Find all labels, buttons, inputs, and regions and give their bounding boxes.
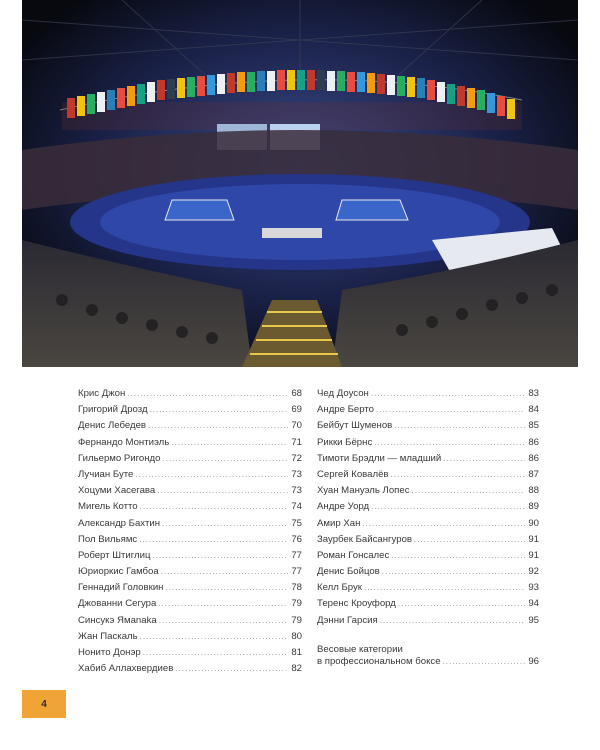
toc-leader-dots [376, 402, 525, 418]
toc-entry-page: 76 [291, 533, 302, 545]
toc-entry[interactable] [78, 629, 302, 645]
toc-entry[interactable] [78, 645, 302, 661]
toc-entry-page: 86 [528, 436, 539, 448]
toc-entry[interactable] [78, 613, 302, 629]
toc-entry-name: Жан Паскаль [78, 630, 138, 642]
toc-entry-page: 84 [528, 404, 539, 416]
toc-entry-name: Рикки Бёрнс [317, 436, 373, 448]
toc-leader-dots [159, 613, 288, 629]
toc-entry[interactable] [317, 580, 539, 596]
toc-entry[interactable] [317, 483, 539, 499]
toc-entry-name: Андре Уорд [317, 501, 370, 513]
toc-entry-page: 72 [291, 452, 302, 464]
toc-entry-name: Денис Лебедев [78, 420, 147, 432]
toc-entry[interactable] [317, 467, 539, 483]
toc-entry-page: 91 [528, 533, 539, 545]
toc-entry-page: 91 [528, 549, 539, 561]
toc-entry-weight-categories[interactable] [317, 644, 539, 668]
toc-entry[interactable] [78, 483, 302, 499]
toc-leader-dots [161, 564, 288, 580]
toc-leader-dots [127, 386, 288, 402]
toc-entry[interactable] [317, 499, 539, 515]
page-number: 4 [41, 698, 47, 710]
toc-entry[interactable] [317, 386, 539, 402]
toc-leader-dots [371, 499, 525, 515]
toc-entry-page: 92 [528, 566, 539, 578]
toc-entry[interactable] [317, 418, 539, 434]
toc-leader-dots [140, 499, 288, 515]
toc-entry[interactable] [78, 661, 302, 677]
toc-entry[interactable] [78, 402, 302, 418]
toc-entry-page: 88 [528, 485, 539, 497]
toc-entry-page: 77 [291, 566, 302, 578]
toc-leader-dots [374, 435, 525, 451]
toc-entry-page: 69 [291, 404, 302, 416]
toc-leader-dots [162, 516, 288, 532]
toc-entry-page: 96 [528, 655, 539, 667]
toc-leader-dots [158, 596, 288, 612]
toc-leader-dots [391, 548, 525, 564]
toc-entry[interactable] [78, 435, 302, 451]
toc-entry-page: 87 [528, 468, 539, 480]
toc-entry[interactable] [317, 532, 539, 548]
toc-entry-name: Чед Доусон [317, 388, 369, 399]
toc-entry-name: Пол Вильямс [78, 533, 138, 545]
toc-entry-page: 79 [291, 598, 302, 610]
toc-entry-page: 71 [291, 436, 302, 448]
toc-entry-name: Бейбут Шуменов [317, 420, 393, 432]
toc-leader-dots [140, 629, 288, 645]
toc-left-column [78, 386, 302, 677]
toc-entry-page: 73 [291, 468, 302, 480]
toc-entry[interactable] [78, 564, 302, 580]
toc-entry[interactable] [78, 532, 302, 548]
toc-entry[interactable] [317, 516, 539, 532]
toc-leader-dots [139, 532, 288, 548]
toc-entry-page: 79 [291, 614, 302, 626]
toc-entry-name: Григорий Дрозд [78, 404, 148, 416]
toc-entry-page: 86 [528, 452, 539, 464]
toc-leader-dots [382, 564, 525, 580]
toc-entry-name: Нонито Донэр [78, 647, 141, 658]
toc-entry-page: 82 [291, 663, 302, 675]
toc-entry[interactable] [317, 548, 539, 564]
toc-entry[interactable] [78, 580, 302, 596]
toc-entry-page: 90 [528, 517, 539, 529]
toc-entry[interactable] [78, 499, 302, 515]
toc-entry-page: 81 [291, 647, 302, 658]
toc-entry-name: Роберт Штиглиц [78, 549, 151, 561]
toc-entry-page: 70 [291, 420, 302, 432]
toc-leader-dots [391, 467, 525, 483]
toc-entry-name: Мигель Котто [78, 501, 138, 513]
toc-entry-page: 73 [291, 485, 302, 497]
toc-entry[interactable] [317, 564, 539, 580]
toc-entry-name: Дэнни Гарсия [317, 614, 378, 626]
toc-entry-name: Крис Джон [78, 388, 126, 399]
toc-leader-dots [175, 661, 288, 677]
toc-leader-dots [150, 402, 288, 418]
toc-entry[interactable] [78, 418, 302, 434]
toc-entry-title-line1: Весовые категории [317, 643, 403, 655]
toc-entry-page: 89 [528, 501, 539, 513]
toc-leader-dots [148, 418, 288, 434]
toc-entry-name: Лучиан Буте [78, 468, 134, 480]
toc-entry-page: 95 [528, 614, 539, 626]
arena-photo [22, 0, 578, 367]
toc-entry-name: Александр Бахтин [78, 517, 161, 529]
toc-entry-page: 93 [528, 582, 539, 594]
toc-entry[interactable] [317, 451, 539, 467]
toc-entry-page: 77 [291, 549, 302, 561]
toc-entry-name: Сергей Ковалёв [317, 468, 389, 480]
toc-entry-name: Амир Хан [317, 517, 361, 529]
toc-entry-name: Андре Берто [317, 404, 375, 416]
toc-entry[interactable] [78, 516, 302, 532]
toc-leader-dots [171, 435, 288, 451]
toc-leader-dots [364, 580, 525, 596]
toc-entry-name: Джованни Сегура [78, 598, 157, 610]
toc-entry-name: Геннадий Головкин [78, 582, 164, 594]
toc-entry[interactable] [78, 451, 302, 467]
toc-leader-dots [443, 451, 525, 467]
toc-right-column [317, 386, 539, 668]
toc-entry[interactable] [317, 596, 539, 612]
toc-entry-page: 94 [528, 598, 539, 610]
toc-leader-dots [165, 580, 288, 596]
toc-entry[interactable] [78, 467, 302, 483]
toc-leader-dots [380, 613, 525, 629]
toc-entry-name: Тимоти Брэдли — младший [317, 452, 442, 464]
toc-leader-dots [163, 451, 289, 467]
toc-entry-name: Хоцуми Хасегава [78, 485, 156, 497]
toc-entry-name: Роман Гонсалес [317, 549, 390, 561]
toc-entry-name: Денис Бойцов [317, 566, 380, 578]
arena-illustration [22, 0, 578, 367]
toc-leader-dots [394, 418, 525, 434]
toc-entry[interactable] [317, 613, 539, 629]
toc-entry-page: 78 [291, 582, 302, 594]
toc-entry[interactable] [317, 402, 539, 418]
toc-entry-page: 75 [291, 517, 302, 529]
toc-entry-name: Гильермо Ригондо [78, 452, 161, 464]
toc-entry-name: Фернандо Монтиэль [78, 436, 170, 448]
toc-leader-dots [157, 483, 288, 499]
toc-entry-page: 85 [528, 420, 539, 432]
toc-leader-dots [371, 386, 525, 402]
toc-leader-dots [414, 532, 525, 548]
toc-leader-dots [143, 645, 288, 661]
toc-entry-page: 74 [291, 501, 302, 513]
toc-entry-name: Юриоркис Гамбоа [78, 566, 159, 578]
toc-entry-name: Хуан Мануэль Лопес [317, 485, 410, 497]
toc-entry-name: Заурбек Байсангуров [317, 533, 413, 545]
toc-entry-name: Хабиб Аллахвердиев [78, 663, 174, 675]
toc-entry[interactable] [317, 435, 539, 451]
toc-entry-page: 68 [291, 388, 302, 399]
toc-leader-dots [398, 596, 525, 612]
toc-entry-name: Синсукэ Ямanaka [78, 614, 157, 626]
toc-entry[interactable] [78, 596, 302, 612]
toc-entry-page: 80 [291, 630, 302, 642]
toc-leader-dots [362, 516, 525, 532]
toc-entry-name: Келл Брук [317, 582, 362, 594]
toc-leader-dots [135, 467, 288, 483]
toc-leader-dots [412, 483, 525, 499]
toc-entry-title-line2: в профессиональном боксе [317, 655, 441, 667]
toc-leader-dots [443, 656, 525, 668]
toc-entry[interactable] [78, 548, 302, 564]
toc-entry[interactable] [78, 386, 302, 402]
page-number-badge [22, 690, 66, 718]
toc-leader-dots [153, 548, 288, 564]
toc-entry-name: Теренс Кроуфорд [317, 598, 396, 610]
toc-entry-page: 83 [528, 388, 539, 399]
